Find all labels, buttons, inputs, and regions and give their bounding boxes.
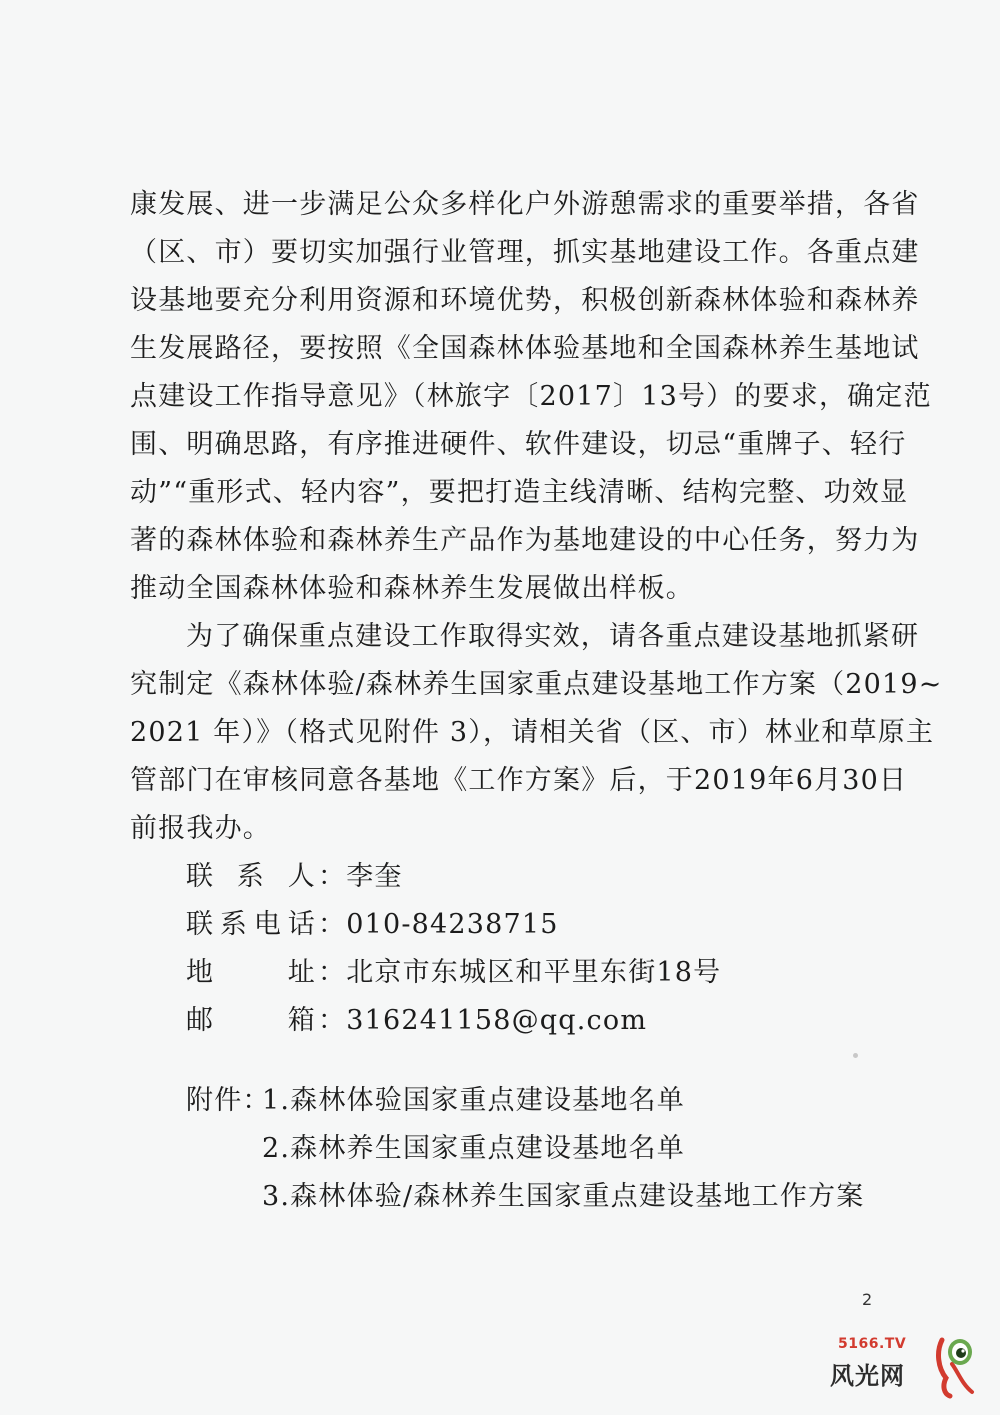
body-line-1: 康发展、进一步满足公众多样化户外游憩需求的重要举措，各省 [130, 189, 920, 220]
para2-line-2: 究制定《森林体验/森林养生国家重点建设基地工作方案（2019~ [130, 669, 943, 700]
page-number: 2 [862, 1290, 873, 1309]
para2-line-4: 管部门在审核同意各基地《工作方案》后，于2019年6月30日 [130, 765, 908, 796]
attachment-label: 附件： [186, 1085, 271, 1116]
body-line-4: 生发展路径，要按照《全国森林体验基地和全国森林养生基地试 [130, 333, 920, 364]
para2-line-5: 前报我办。 [130, 813, 271, 844]
body-line-2: （区、市）要切实加强行业管理，抓实基地建设工作。各重点建 [130, 237, 920, 268]
watermark-logo [828, 1334, 978, 1404]
watermark-name: 风光网 [830, 1362, 905, 1390]
contact-address-value: ：北京市东城区和平里东街18号 [318, 957, 722, 988]
contact-person [186, 859, 403, 895]
body-line-7: 动”“重形式、轻内容”，要把打造主线清晰、结构完整、功效显 [130, 477, 909, 508]
contact-address-label: 地址 [186, 957, 316, 988]
attachment-item-3: 3.森林体验/森林养生国家重点建设基地工作方案 [262, 1181, 865, 1212]
watermark-site: 5166.TV [838, 1336, 907, 1352]
contact-phone-value: ：010-84238715 [318, 909, 559, 940]
body-line-5: 点建设工作指导意见》（林旅字〔2017〕13号）的要求，确定范 [130, 381, 932, 412]
attachment-item-1: 1.森林体验国家重点建设基地名单 [262, 1085, 685, 1116]
body-line-8: 著的森林体验和森林养生产品作为基地建设的中心任务，努力为 [130, 525, 920, 556]
contact-phone-label: 联系电话 [186, 909, 316, 940]
para2-line-1: 为了确保重点建设工作取得实效，请各重点建设基地抓紧研 [186, 621, 920, 652]
contact-person-value: ：李奎 [318, 861, 403, 892]
contact-email [186, 1003, 647, 1039]
scan-speck [853, 1053, 858, 1058]
contact-email-label: 邮箱 [186, 1005, 316, 1036]
attachment-item-2: 2.森林养生国家重点建设基地名单 [262, 1133, 685, 1164]
contact-address [186, 955, 721, 991]
body-line-9: 推动全国森林体验和森林养生发展做出样板。 [130, 573, 694, 604]
body-line-6: 围、明确思路，有序推进硬件、软件建设，切忌“重牌子、轻行 [130, 429, 907, 460]
contact-email-value: ：316241158@qq.com [318, 1005, 648, 1036]
tv-eye-icon [932, 1334, 976, 1400]
contact-person-label: 联系人 [186, 861, 316, 892]
contact-phone [186, 907, 559, 943]
body-line-3: 设基地要充分利用资源和环境优势，积极创新森林体验和森林养 [130, 285, 920, 316]
para2-line-3: 2021 年）》（格式见附件 3），请相关省（区、市）林业和草原主 [130, 717, 935, 748]
